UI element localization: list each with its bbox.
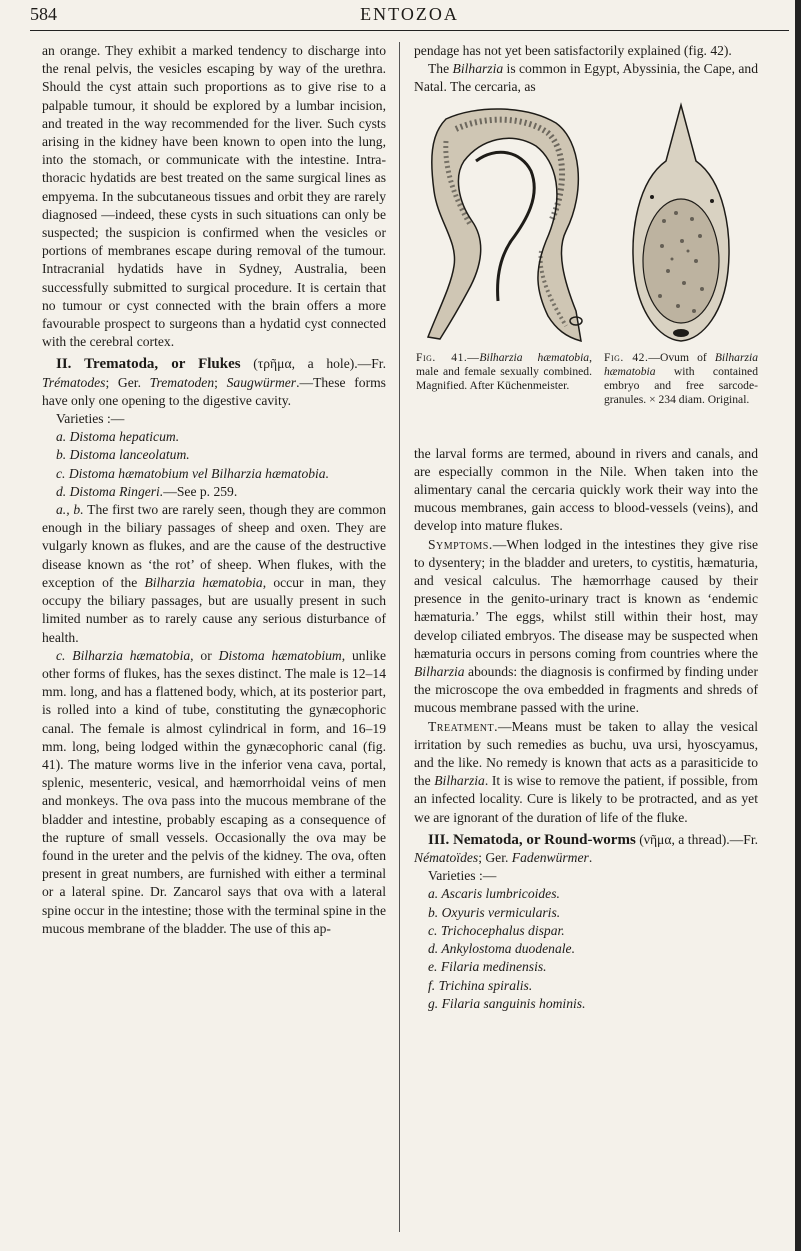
paragraph-symptoms: Symptoms.—When lodged in the intestines they give rise to dysentery; in the bladder and ureters, to cystitis, hæmaturia, and vesical calculus. The hæmorrhage caused by their presence in the genito-urinary tract is known as ‘endemic hæmaturia.’ The eggs, whilst still within their host, may develop ciliated embryos. The disease may be suspected when hæmaturia occurs in persons coming from countries where the Bilharzia abounds: the diagnosis is confirmed by finding under the microscope the ova embedded in fragments and shreds of mucous membrane passed with the urine. [414, 536, 758, 716]
list-item: f. Trichina spiralis. [428, 977, 533, 993]
header-rule [30, 30, 789, 31]
list-item: e. Filaria medinensis. [428, 959, 547, 975]
page-number: 584 [30, 4, 57, 24]
figure-41-caption: Fig. 41.—Bilharzia hæmatobia, male and female sexually combined. Magnified. After Küchenmeister. [416, 350, 592, 392]
paragraph-appendage: pendage has not yet been satisfactorily explained (fig. 42). [414, 43, 732, 58]
section-nematoda: III. Nematoda, or Round-worms (νῆμα, a thread).—Fr. Nématoïdes; Ger. Fadenwürmer. [414, 831, 759, 866]
paragraph-larval-forms: the larval forms are termed, abound in rivers and canals, and are especially common in the Nile. When taken into the alimentary canal the cercaria quickly work their way into the mucous membranes, gain access to blood-vessels (veins), and develop into mature flukes. [414, 445, 758, 534]
list-item: d. Distoma Ringeri.—See p. 259. [56, 483, 238, 499]
right-column [414, 42, 758, 1013]
paragraph-ab: a., b. The first two are rarely seen, though they are common enough in the biliary passages of sheep and oxen. They are vulgarly known as flukes, and are the cause of the destructive disease known as ‘the rot’ of sheep. When flukes, with the exception of the Bilharzia hæmatobia, occur in man, they occupy the biliary passages, but are usually present in such limited number as to rarely cause any serious disturbance of health. [42, 502, 386, 645]
figures-row [414, 101, 758, 441]
section-heading-nematoda: III. Nematoda, or Round-worms [428, 831, 636, 848]
paragraph-hydatid-cysts: an orange. They exhibit a marked tendency to discharge into the renal pelvis, the vesicles escaping by way of the urethra. Should the cyst attain such proportions as to give rise to a palpable tumour, it should be explored by a lumbar incision, and treated in the way recommended for the liver. Such cysts arising in the kidney have been known to open into the lung, into the stomach, or communicate with the intestine. Intra-thoracic hydatids are best treated on the same surgical lines as empyema. In the subcutaneous tissues and orbit they are rarely diagnosed —indeed, these cysts in such situations can only be suspected; the suspicion is confirmed when the vesicles or portions of membranes escape during removal of the tumour. Intracranial hydatids have in Sydney, Australia, been successfully submitted to surgical procedure. It is certain that no tumour or cyst connected with the brain offers a more favourable prospect to surgeons than a hydatid cyst connected with the cerebral cortex. [42, 43, 386, 350]
paragraph-distribution: The Bilharzia is common in Egypt, Abyssinia, the Cape, and Natal. The cercaria, as [414, 61, 759, 95]
list-item: a. Distoma hepaticum. [56, 429, 180, 445]
varieties-label: Varieties :— [428, 868, 497, 884]
section-heading-trematoda: II. Trematoda, or Flukes [56, 356, 241, 373]
paragraph-treatment: Treatment.—Means must be taken to allay the vesical irritation by such remedies as buchu, uva ursi, hyoscyamus, and the like. No remedy is known that acts as a parasiticide to the Bilharzia. It is wise to remove the patient, if possible, from an infected locality. Cure is likely to be protracted, and as yet we are ignorant of the duration of life of the fluke. [414, 718, 758, 825]
paragraph-bilharzia: c. Bilharzia hæmatobia, or Distoma hæmatobium, unlike other forms of flukes, has the sexes distinct. The male is 12–14 mm. long, and has a flattened body, which, at its posterior part, is rolled into a kind of tube, constituting the gynæcophoric canal. The female is almost cylindrical in form, and 16–19 mm. long, being lodged within the gynæcophoric canal (fig. 41). The mature worms live in the inferior vena cava, portal, splenic, mesenteric, vesical, and hæmorrhoidal veins of men and monkeys. The ova pass into the mucous membrane of the bladder and intestine, probably escaping as a consequence of the rupture of small vessels. Occasionally the ova may be found in the ureter and the pelvis of the kidney. The ova, often present in great numbers, are furnished with either a terminal or a lateral spine. Dr. Zancarol says that ova with a lateral spine occur in the intestine; those with the terminal spine in the mucous membrane of the bladder. The use of this ap- [42, 647, 386, 936]
list-item: b. Oxyuris vermicularis. [428, 904, 561, 920]
bilharzia-ovum-illustration [604, 101, 758, 349]
list-item: g. Filaria sanguinis hominis. [428, 995, 586, 1011]
list-item: c. Distoma hæmatobium vel Bilharzia hæmatobia. [56, 465, 330, 481]
figure-42 [604, 101, 758, 407]
figure-42-caption: Fig. 42.—Ovum of Bilharzia hæmatobia with contained embryo and free sarcode-granules. × 234 diam. Original. [604, 350, 758, 406]
section-trematoda: II. Trematoda, or Flukes (τρῆμα, a hole).—Fr. Trématodes; Ger. Trematoden; Saugwürmer.—These forms have only one opening to the digestive cavity. [42, 356, 386, 408]
list-item: a. Ascaris lumbricoides. [428, 886, 560, 902]
figure-41 [416, 101, 592, 393]
varieties-label: Varieties :— [56, 411, 125, 427]
left-column [42, 42, 386, 938]
list-item: b. Distoma lanceolatum. [56, 447, 190, 463]
list-item: d. Ankylostoma duodenale. [428, 941, 575, 957]
nematoda-variety-list [414, 885, 758, 1012]
running-title: ENTOZOA [360, 4, 459, 24]
trematoda-variety-list [42, 428, 386, 501]
page-edge-shadow [795, 0, 801, 1251]
column-divider [399, 42, 400, 1232]
list-item: c. Trichocephalus dispar. [428, 922, 565, 938]
bilharzia-worms-illustration [416, 101, 592, 349]
